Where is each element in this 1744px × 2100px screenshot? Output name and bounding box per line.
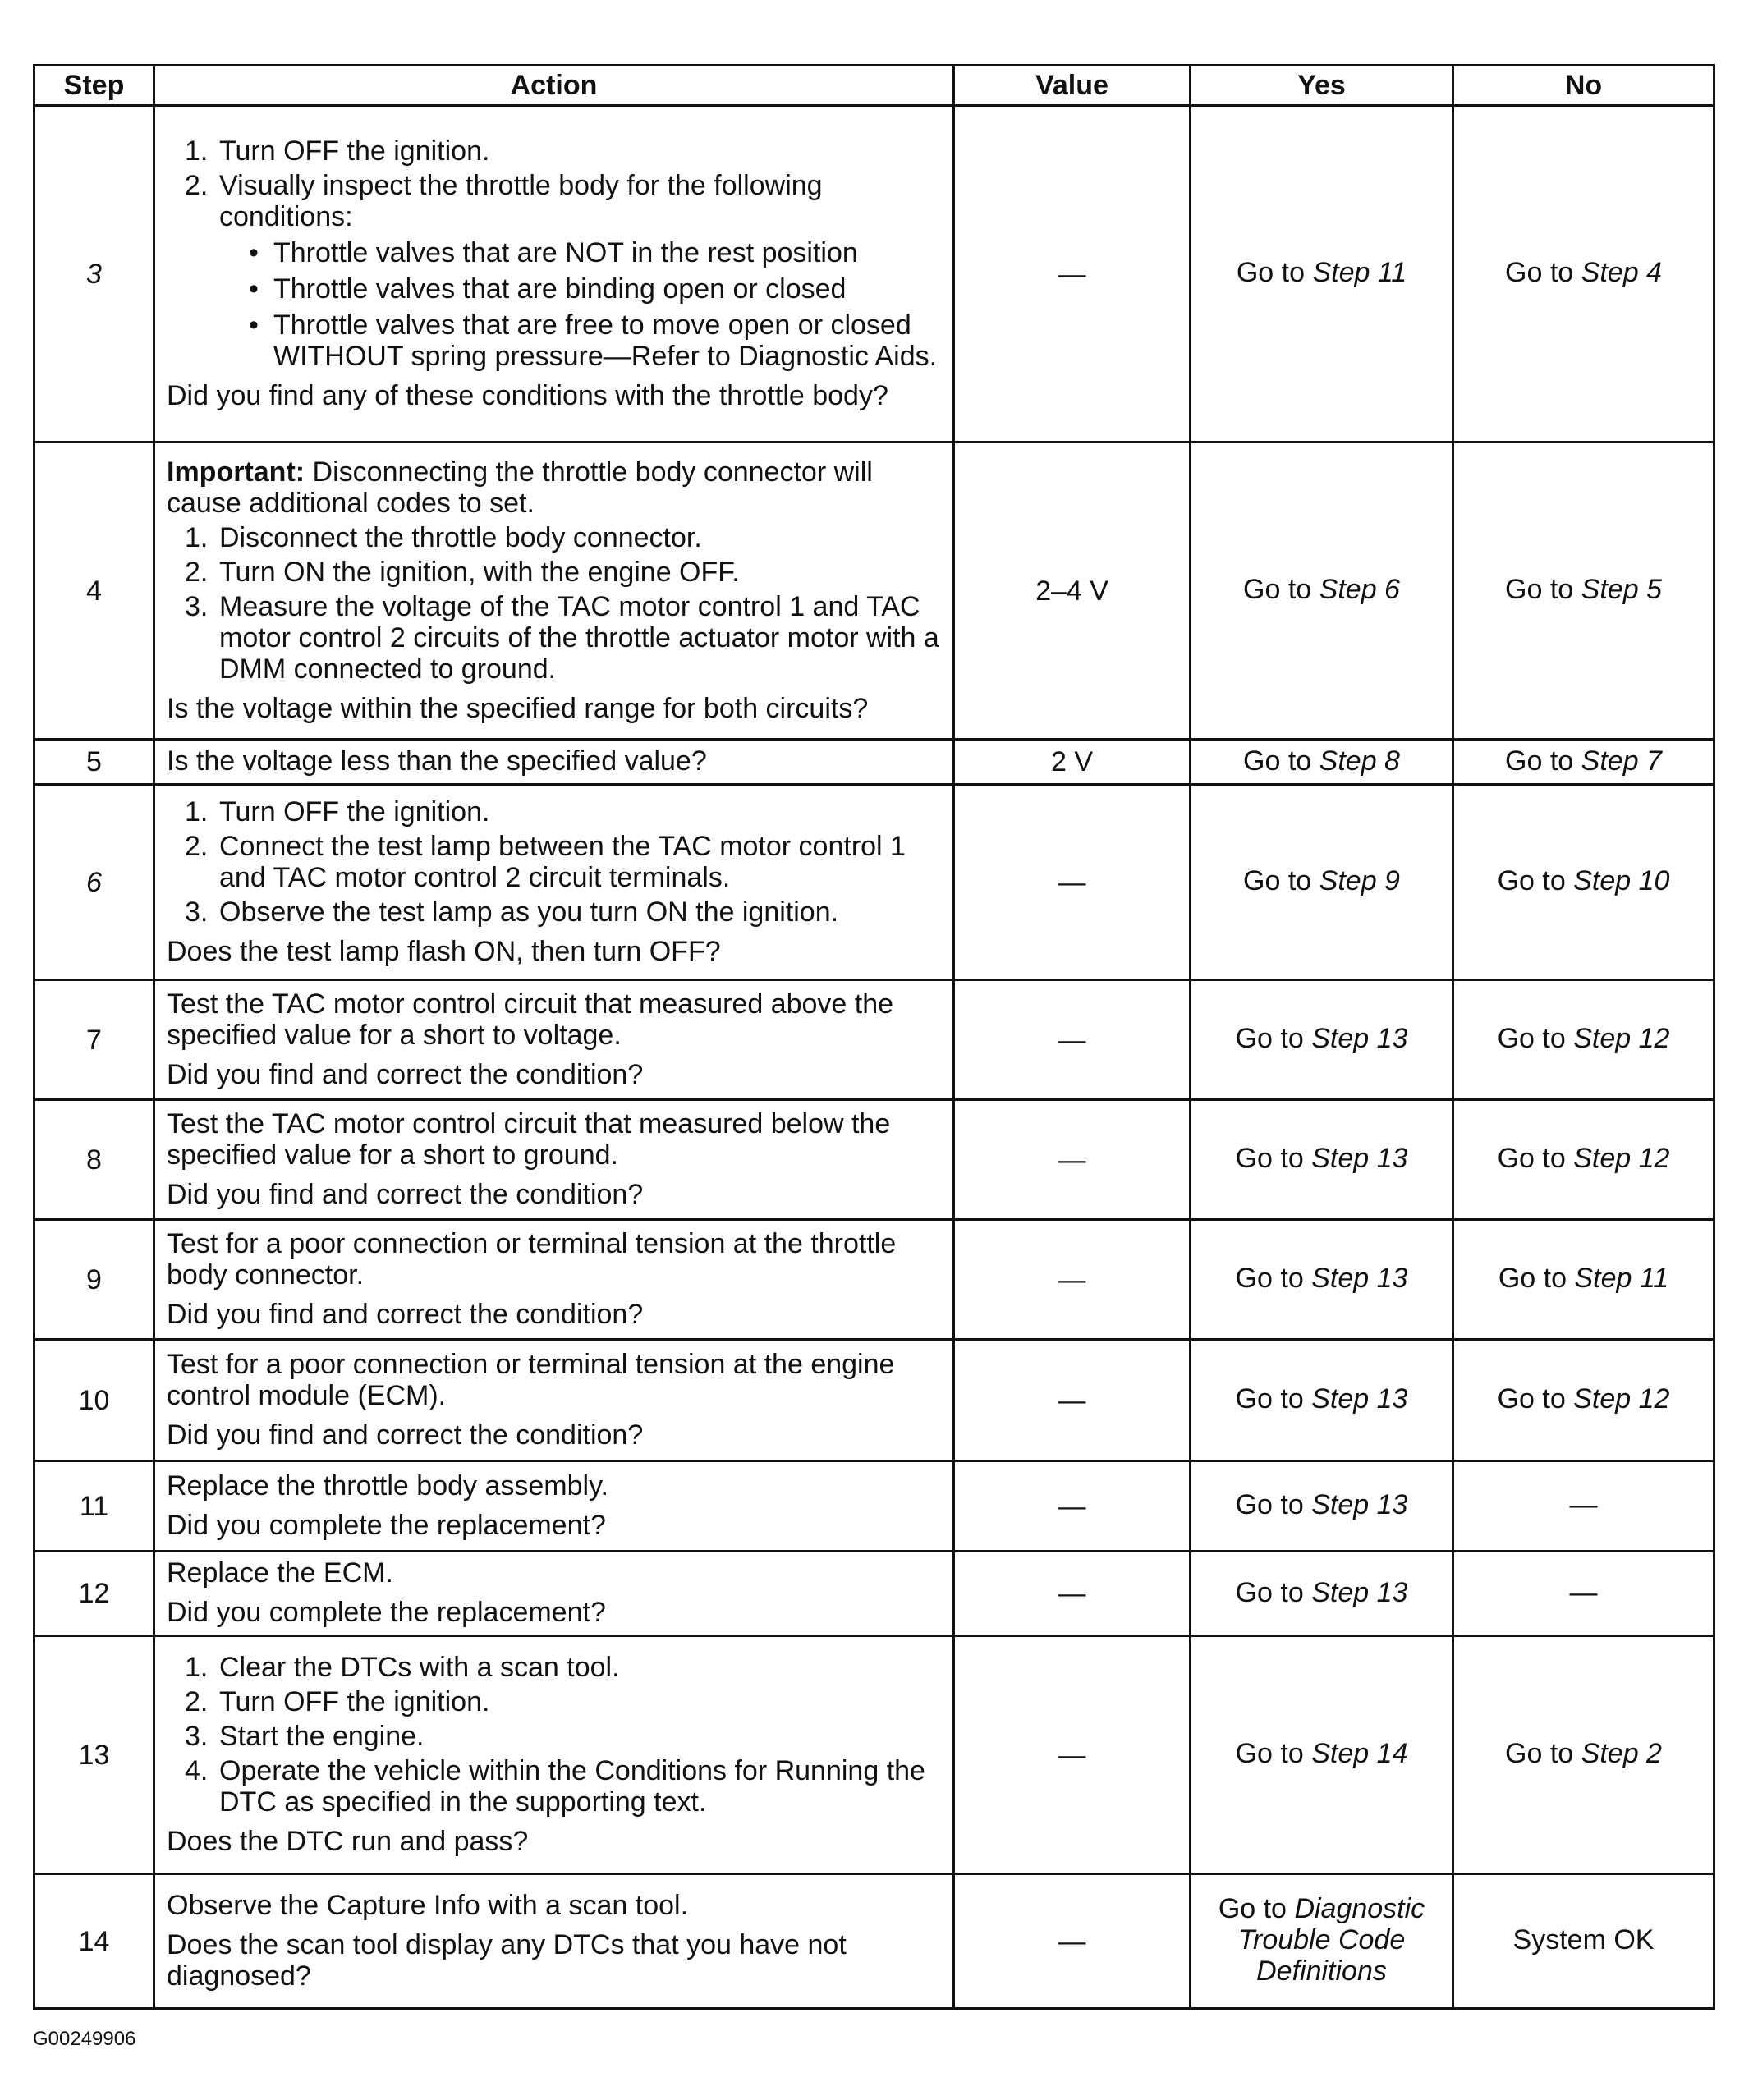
- no-cell: Go to Step 12: [1453, 1100, 1714, 1220]
- action-question: Is the voltage within the specified range for both circuits?: [167, 692, 869, 724]
- action-text: Test for a poor connection or terminal tension at the engine control module (ECM).: [167, 1348, 895, 1411]
- goto-target: Step 14: [1311, 1738, 1408, 1769]
- yes-cell: Go to Step 13: [1191, 1340, 1453, 1461]
- goto-target: Step 13: [1311, 1489, 1408, 1520]
- goto-target: Step 11: [1574, 1263, 1669, 1294]
- no-cell: Go to Step 12: [1453, 1340, 1714, 1461]
- value-cell: —: [954, 1340, 1191, 1461]
- goto-target: Step 6: [1319, 574, 1400, 605]
- goto-target: Step 7: [1581, 745, 1662, 777]
- no-cell: System OK: [1453, 1874, 1714, 2009]
- yes-cell: Go to Step 11: [1191, 106, 1453, 442]
- table-row: [34, 1340, 1714, 1461]
- goto-target: Step 12: [1573, 1143, 1670, 1174]
- value-cell: —: [954, 980, 1191, 1100]
- goto-target: Step 13: [1311, 1023, 1408, 1054]
- value-cell: —: [954, 785, 1191, 980]
- step-number: 11: [34, 1461, 154, 1552]
- table-row: [34, 1636, 1714, 1874]
- action-question: Did you complete the replacement?: [167, 1509, 606, 1541]
- action-cell: [154, 1636, 954, 1874]
- action-item: 2. Connect the test lamp between the TAC motor control 1 and TAC motor control 2 circuit terminals.: [185, 830, 906, 893]
- step-number: 14: [34, 1874, 154, 2009]
- table-row: [34, 980, 1714, 1100]
- no-cell: Go to Step 11: [1453, 1220, 1714, 1340]
- action-question: Does the test lamp flash ON, then turn OFF?: [167, 935, 721, 967]
- yes-cell: Go to Step 6: [1191, 442, 1453, 740]
- table-row: [34, 740, 1714, 785]
- step-number: 12: [34, 1552, 154, 1636]
- header-action: Action: [154, 66, 954, 106]
- important-note: Important: Disconnecting the throttle body connector will cause additional codes to set.: [167, 456, 873, 519]
- value-cell: —: [954, 106, 1191, 442]
- action-bullet: • Throttle valves that are binding open or closed: [249, 273, 847, 305]
- yes-cell: Go to Diagnostic Trouble Code Definitions: [1191, 1874, 1453, 2009]
- step-number: 8: [34, 1100, 154, 1220]
- action-cell: [154, 1340, 954, 1461]
- no-cell: Go to Step 7: [1453, 740, 1714, 785]
- action-cell: [154, 442, 954, 740]
- goto-target: Step 11: [1312, 257, 1407, 288]
- action-item: 2. Turn OFF the ignition.: [185, 1685, 490, 1717]
- yes-cell: Go to Step 9: [1191, 785, 1453, 980]
- action-question: Is the voltage less than the specified value?: [167, 745, 707, 777]
- action-text: Replace the ECM.: [167, 1557, 393, 1589]
- yes-cell: Go to Step 13: [1191, 1100, 1453, 1220]
- table-row: [34, 442, 1714, 740]
- step-number: 6: [34, 785, 154, 980]
- action-item: 1. Turn OFF the ignition.: [185, 135, 490, 167]
- action-text: Test the TAC motor control circuit that measured below the specified value for a short to ground.: [167, 1107, 891, 1171]
- no-cell: Go to Step 5: [1453, 442, 1714, 740]
- action-question: Did you find any of these conditions with the throttle body?: [167, 379, 888, 411]
- action-item: 4. Operate the vehicle within the Conditions for Running the DTC as specified in the supporting text.: [185, 1754, 925, 1818]
- action-question: Did you complete the replacement?: [167, 1597, 606, 1628]
- goto-target: Step 13: [1311, 1263, 1408, 1294]
- action-cell: [154, 1874, 954, 2009]
- header-no: No: [1453, 66, 1714, 106]
- action-cell: [154, 1552, 954, 1636]
- step-number: 13: [34, 1636, 154, 1874]
- action-bullet: • Throttle valves that are free to move open or closed WITHOUT spring pressure—Refer to Diagnostic Aids.: [249, 309, 938, 372]
- action-bullet: • Throttle valves that are NOT in the rest position: [249, 236, 858, 268]
- action-item: 2. Turn ON the ignition, with the engine OFF.: [185, 556, 740, 588]
- table-row: [34, 1100, 1714, 1220]
- action-question: Did you find and correct the condition?: [167, 1298, 644, 1330]
- action-item: 1. Disconnect the throttle body connector.: [185, 521, 702, 553]
- goto-target: Step 5: [1581, 574, 1662, 605]
- table-row: [34, 1461, 1714, 1552]
- action-cell: [154, 785, 954, 980]
- value-cell: —: [954, 1552, 1191, 1636]
- value-cell: 2 V: [954, 740, 1191, 785]
- value-cell: —: [954, 1874, 1191, 2009]
- action-item: 1. Clear the DTCs with a scan tool.: [185, 1651, 620, 1683]
- header-value: Value: [954, 66, 1191, 106]
- step-number: 9: [34, 1220, 154, 1340]
- action-cell: [154, 106, 954, 442]
- goto-target: Step 12: [1573, 1023, 1670, 1054]
- table-row: [34, 1874, 1714, 2009]
- action-cell: [154, 1461, 954, 1552]
- table-row: [34, 785, 1714, 980]
- goto-target: Step 12: [1573, 1383, 1670, 1415]
- action-question: Did you find and correct the condition?: [167, 1419, 644, 1451]
- action-item: 3. Observe the test lamp as you turn ON the ignition.: [185, 896, 839, 928]
- goto-target: Step 13: [1311, 1576, 1408, 1608]
- yes-cell: Go to Step 13: [1191, 1552, 1453, 1636]
- yes-cell: Go to Step 13: [1191, 1461, 1453, 1552]
- goto-target: Step 9: [1319, 865, 1400, 896]
- no-cell: Go to Step 4: [1453, 106, 1714, 442]
- step-number: 5: [34, 740, 154, 785]
- goto-target: Step 8: [1319, 745, 1400, 777]
- yes-cell: Go to Step 13: [1191, 1220, 1453, 1340]
- goto-target: Diagnostic Trouble Code Definitions: [1237, 1893, 1425, 1987]
- step-number: 4: [34, 442, 154, 740]
- action-cell: [154, 980, 954, 1100]
- figure-id: G00249906: [33, 2028, 136, 2050]
- action-item: 1. Turn OFF the ignition.: [185, 796, 490, 828]
- action-question: Does the scan tool display any DTCs that you have not diagnosed?: [167, 1928, 847, 1992]
- action-cell: [154, 740, 954, 785]
- yes-cell: Go to Step 14: [1191, 1636, 1453, 1874]
- action-item: 3. Start the engine.: [185, 1720, 425, 1752]
- value-cell: —: [954, 1636, 1191, 1874]
- goto-target: Step 2: [1581, 1738, 1662, 1769]
- no-cell: —: [1453, 1461, 1714, 1552]
- value-cell: 2–4 V: [954, 442, 1191, 740]
- value-cell: —: [954, 1100, 1191, 1220]
- no-cell: Go to Step 2: [1453, 1636, 1714, 1874]
- action-text: Test for a poor connection or terminal tension at the throttle body connector.: [167, 1227, 897, 1291]
- table-row: [34, 106, 1714, 442]
- table-row: [34, 1552, 1714, 1636]
- yes-cell: Go to Step 13: [1191, 980, 1453, 1100]
- action-question: Did you find and correct the condition?: [167, 1058, 644, 1090]
- goto-target: Step 4: [1581, 257, 1662, 288]
- yes-cell: Go to Step 8: [1191, 740, 1453, 785]
- action-item: 2. Visually inspect the throttle body for the following conditions:: [185, 169, 823, 232]
- table-row: [34, 1220, 1714, 1340]
- step-number: 7: [34, 980, 154, 1100]
- no-cell: Go to Step 10: [1453, 785, 1714, 980]
- header-yes: Yes: [1191, 66, 1453, 106]
- value-cell: —: [954, 1461, 1191, 1552]
- action-question: Does the DTC run and pass?: [167, 1825, 529, 1857]
- no-cell: Go to Step 12: [1453, 980, 1714, 1100]
- action-cell: [154, 1220, 954, 1340]
- step-number: 10: [34, 1340, 154, 1461]
- value-cell: —: [954, 1220, 1191, 1340]
- step-number: 3: [34, 106, 154, 442]
- action-text: Test the TAC motor control circuit that measured above the specified value for a short to voltage.: [167, 988, 894, 1051]
- header-step: Step: [34, 66, 154, 106]
- action-question: Did you find and correct the condition?: [167, 1178, 644, 1210]
- no-cell: —: [1453, 1552, 1714, 1636]
- goto-target: Step 13: [1311, 1143, 1408, 1174]
- goto-target: Step 13: [1311, 1383, 1408, 1415]
- action-text: Replace the throttle body assembly.: [167, 1470, 608, 1502]
- goto-target: Step 10: [1573, 865, 1670, 896]
- action-cell: [154, 1100, 954, 1220]
- action-item: 3. Measure the voltage of the TAC motor control 1 and TAC motor control 2 circuits of the throttle actuator motor with a DMM connected to ground.: [185, 590, 939, 685]
- table-header-row: [34, 66, 1714, 106]
- action-text: Observe the Capture Info with a scan tool.: [167, 1889, 689, 1921]
- diagnostic-table: [33, 64, 1715, 2010]
